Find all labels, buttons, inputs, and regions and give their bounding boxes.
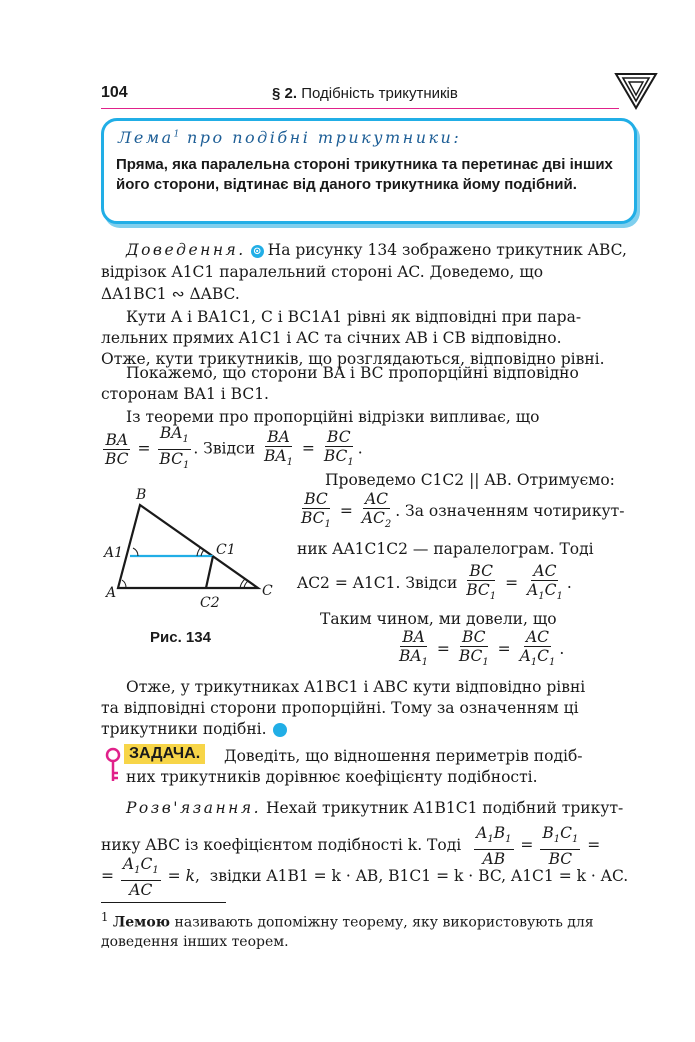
proof-p4-formula: $\frac{BA}{BC}$ = $\frac{BA_1}{BC_1}$ . Звідси $\frac{BA}{BA_1}$ = $\frac{BC}{BC_1}$ . (105, 424, 363, 472)
solution-l2: нику ABC із коефіцієнтом подібності k. Тоді $\frac{A_1B_1}{AB}$ = $\frac{B_1C_1}{BC}$ = (101, 824, 601, 869)
proof-p4-l1: Із теореми про пропорційні відрізки випливає, що (126, 408, 540, 426)
proof-end-icon (273, 723, 287, 737)
lemma-title: Лема$^1$ про подібні трикутники: (118, 128, 462, 147)
proof-p7-l1: Отже, у трикутниках A1BC1 і ABC кути відповідно рівні (126, 678, 586, 696)
page-number: 104 (101, 84, 128, 101)
solution-l1: Розв'язання. Нехай трикутник A1B1C1 подібний трикут- (126, 799, 624, 817)
label-A1: A1 (104, 545, 124, 561)
chapter-triangle-icon (614, 70, 658, 110)
figure-caption: Рис. 134 (150, 629, 211, 646)
label-B: B (136, 487, 147, 503)
label-A: A (106, 585, 117, 601)
header-rule (101, 108, 619, 109)
proof-p5-l2: $\frac{BC}{BC_1}$ = $\frac{AC}{AC_2}$ . За означенням чотирикут- (301, 490, 625, 531)
proof-p7-l2: та відповідні сторони пропорційні. Тому за означенням ці (101, 699, 579, 717)
proof-p2-l1: Кути A і BA1C1, C і BC1A1 рівні як відповідні при пара- (126, 308, 582, 326)
proof-p3-l1: Покажемо, що сторони BA і BC пропорційні відповідно (126, 364, 579, 382)
footnote-rule (101, 902, 226, 903)
footnote: $^1$ Лемою називають допоміжну теорему, яку використовують для доведення інших теорем. (101, 910, 594, 950)
proof-p6-formula: $\frac{BA}{BA_1}$ = $\frac{BC}{BC_1}$ = $\frac{AC}{A_1C_1}$ . (399, 628, 565, 669)
proof-line-3: ΔA1BC1 ∾ ΔABC. (101, 285, 240, 303)
section-title: § 2. Подібність трикутників (272, 85, 458, 102)
proof-line-2: відрізок A1C1 паралельний стороні AC. Доведемо, що (101, 263, 544, 281)
label-C: C (262, 583, 273, 599)
solution-l3: = $\frac{A_1C_1}{AC}$ = k, звідки A1B1 = k · AB, B1C1 = k · BC, A1C1 = k · AC. (101, 855, 629, 900)
task-l1: Доведіть, що відношення периметрів подіб- (224, 747, 583, 765)
proof-p7-l3: трикутники подібні. (101, 719, 287, 740)
key-icon (104, 747, 122, 783)
figure-134 (100, 485, 285, 615)
proof-p2-l3: Отже, кути трикутників, що розглядаються, відповідно рівні. (101, 350, 605, 368)
proof-line-1: Доведення. ⊙ На рисунку 134 зображено трикутник ABC, (126, 241, 627, 259)
proof-start-icon: ⊙ (251, 245, 264, 258)
lemma-statement: Пряма, яка паралельна стороні трикутника та перетинає дві інших його сторони, відтинає від даного трикутника йому подібний. (116, 156, 613, 193)
proof-p6-l1: Таким чином, ми довели, що (320, 610, 557, 628)
label-C1: C1 (216, 542, 236, 558)
task-l2: них трикутників дорівнює коефіцієнту подібності. (126, 768, 538, 786)
task-tag: ЗАДАЧА. (124, 744, 205, 764)
proof-p5-l1: Проведемо C1C2 || AB. Отримуємо: (325, 471, 615, 489)
proof-p3-l2: сторонам BA1 і BC1. (101, 385, 269, 403)
proof-p2-l2: лельних прямих A1C1 і AC та січних AB і CB відповідно. (101, 329, 562, 347)
proof-p5-l3: ник AA1C1C2 — паралелограм. Тоді (297, 540, 594, 558)
label-C2: C2 (200, 595, 220, 611)
proof-p5-l4: AC2 = A1C1. Звідси $\frac{BC}{BC_1}$ = $\frac{AC}{A_1C_1}$ . (297, 562, 572, 603)
